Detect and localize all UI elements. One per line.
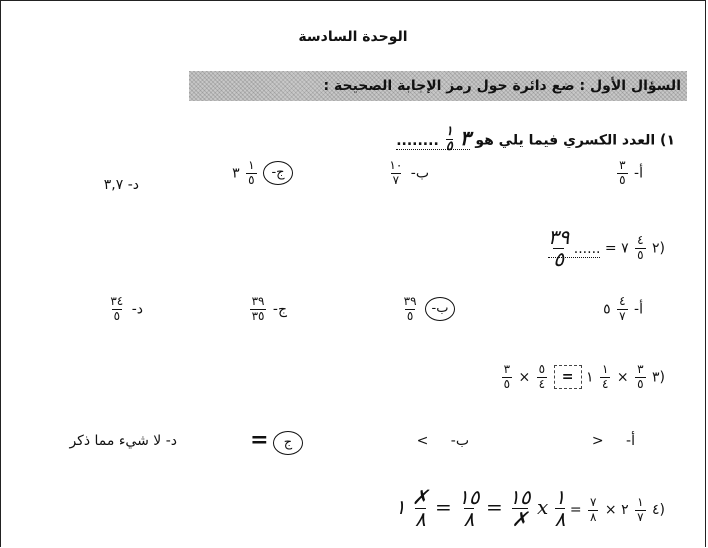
q1-c-fraction <box>246 159 256 188</box>
q2-a-label: أ- <box>634 301 643 318</box>
q2-c-fraction <box>250 295 267 324</box>
q1-b-den: ٧ <box>392 172 400 187</box>
q1-c-den: ٥ <box>248 172 255 187</box>
q3-b-label: ب- <box>450 433 469 449</box>
q3-left-a-num: ٣ <box>637 362 644 376</box>
q1-a-num: ٣ <box>619 158 626 172</box>
q3-left-a-den: ٥ <box>637 376 644 391</box>
q2-option-d[interactable] <box>106 295 143 324</box>
q3-right-a-num: ٥ <box>538 362 546 376</box>
q2-b-den: ٥ <box>406 308 414 323</box>
q1-option-a[interactable] <box>615 159 643 188</box>
q2-d-fraction <box>108 295 125 324</box>
q2-b-fraction <box>402 295 419 324</box>
q2-hw-den: ٥ <box>553 247 564 271</box>
q3-option-a[interactable] <box>592 433 635 449</box>
q4-b-den: ٨ <box>590 509 597 524</box>
q3-prompt <box>500 363 665 392</box>
q3-right-a <box>537 363 547 392</box>
q1-hw-num: ١ <box>445 124 453 139</box>
q2-num: ٤ <box>637 233 644 248</box>
q4-a-whole: ٢ <box>621 502 629 518</box>
q2-d-num: ٣٤ <box>110 294 124 308</box>
q1-c-answer-circle <box>263 161 293 185</box>
q4-work-f3-num: ١٥ <box>458 485 480 509</box>
q3-c-symbol: = <box>250 427 269 453</box>
q1-answer-blank <box>396 124 471 154</box>
q4-work-eq2: = <box>435 495 452 519</box>
q2-prompt <box>548 227 665 270</box>
q4-work-f1-num: ١ <box>554 485 566 509</box>
q4-work-eq1: = <box>486 495 503 519</box>
q2-den: ٥ <box>637 248 644 262</box>
q1-a-fraction <box>617 159 627 188</box>
q4-b-fraction <box>588 496 598 525</box>
q4-work-f1-den: ٨ <box>554 507 566 531</box>
q3-times-left: × <box>616 369 629 386</box>
q2-a-fraction <box>617 295 627 324</box>
q3-right-b <box>502 363 512 392</box>
q3-d-label: د- <box>165 433 177 449</box>
q4-handwritten-work <box>394 485 566 531</box>
q3-right-a-den: ٤ <box>538 376 546 391</box>
q3-left-b-whole: ١ <box>586 369 594 386</box>
q2-hw-num: ٣٩ <box>547 225 570 249</box>
q4-a-num: ١ <box>637 494 644 509</box>
q4-prompt <box>395 487 665 530</box>
q2-a-den: ٧ <box>619 308 626 323</box>
q1-option-b[interactable] <box>385 159 429 188</box>
q2-option-c[interactable] <box>248 295 287 324</box>
q3-c-answer-circle <box>273 431 303 455</box>
q2-d-label: د- <box>131 301 143 318</box>
q4-work-x: x <box>536 495 549 519</box>
q4-a-den: ٧ <box>637 509 644 524</box>
q4-a-fraction <box>635 496 645 525</box>
q2-dots: ...... <box>573 240 601 257</box>
q2-c-den: ٣٥ <box>251 308 265 323</box>
q4-work-f2 <box>509 487 530 530</box>
q2-option-a[interactable] <box>603 295 643 324</box>
q1-c-num: ١ <box>248 158 255 172</box>
q2-c-label: ج- <box>272 301 287 318</box>
q4-work-f2-num: ١٥ <box>509 485 531 509</box>
q4-work-f3-den: ٨ <box>463 507 475 531</box>
q3-left-b-num: ١ <box>602 362 609 376</box>
q1-b-fraction <box>387 159 404 188</box>
q1-d-value: ٣,٧ <box>103 177 124 193</box>
q1-prompt <box>396 125 675 153</box>
q3-right-b-num: ٣ <box>503 362 511 376</box>
q3-c-label: ج <box>283 435 293 450</box>
q3-option-d[interactable] <box>69 433 177 449</box>
q2-a-num: ٤ <box>619 294 626 308</box>
q2-number: (٢ <box>652 240 665 257</box>
q2-c-num: ٣٩ <box>251 294 265 308</box>
q1-a-label: أ- <box>634 165 643 182</box>
q1-b-num: ١٠ <box>389 158 403 172</box>
q4-number: (٤ <box>652 502 665 518</box>
q3-option-c[interactable] <box>250 427 303 455</box>
q3-left-a <box>635 363 645 392</box>
q1-c-whole: ٣ <box>232 165 240 182</box>
q3-left-b <box>600 363 610 392</box>
q1-a-den: ٥ <box>619 172 626 187</box>
q3-option-b[interactable] <box>417 433 469 449</box>
q2-b-answer-circle <box>425 297 455 321</box>
q2-b-label: ب- <box>431 301 449 317</box>
q2-a-whole: ٥ <box>603 301 611 318</box>
q4-work-f3 <box>458 487 479 530</box>
q1-d-label: د- <box>127 177 139 193</box>
q2-d-den: ٥ <box>113 308 121 323</box>
q1-option-c[interactable] <box>232 159 293 188</box>
q4-work-f1 <box>555 487 566 530</box>
q1-dots: ........ <box>396 132 439 149</box>
q3-number: (٣ <box>652 369 665 386</box>
q2-option-b[interactable] <box>400 295 455 324</box>
q4-work-result-den: ٨ <box>414 507 426 531</box>
q1-hw-den: ٥ <box>445 138 453 154</box>
q2-fraction <box>635 234 645 263</box>
q3-answer-box[interactable]: = <box>554 365 582 389</box>
q3-d-text: لا شيء مما ذكر <box>69 433 162 449</box>
q4-work-result-num: ✗ <box>411 485 429 509</box>
q3-left-b-den: ٤ <box>602 376 609 391</box>
q2-whole: ٧ <box>621 240 629 257</box>
q1-handwritten-answer <box>439 124 471 154</box>
question1-header: السؤال الأول : ضع دائرة حول رمز الإجابة الصحيحة : <box>189 71 687 101</box>
q2-b-num: ٣٩ <box>403 294 417 308</box>
q1-prompt-text: ١) العدد الكسري فيما يلي هو <box>475 132 675 149</box>
unit-title: الوحدة السادسة <box>298 29 408 45</box>
q4-equals: = <box>569 502 582 518</box>
q4-work-f2-den: ✗ <box>511 507 529 531</box>
q4-work-result-whole: ١ <box>394 495 406 519</box>
q1-hw-fraction <box>446 125 453 153</box>
q4-work-result <box>412 487 429 530</box>
q3-right-b-den: ٥ <box>503 376 511 391</box>
q2-equals: = <box>604 240 617 257</box>
q3-a-label: أ- <box>626 433 635 449</box>
q1-c-label: ج- <box>271 165 285 181</box>
q3-a-symbol: < <box>591 433 604 449</box>
q1-b-label: ب- <box>410 165 429 182</box>
q2-answer-blank <box>547 225 601 271</box>
q3-b-symbol: > <box>416 433 429 449</box>
q1-option-d[interactable] <box>104 177 139 193</box>
q1-hw-whole: ٣ <box>459 125 471 150</box>
q2-hw-fraction <box>548 227 569 270</box>
q3-times-right: × <box>518 369 531 386</box>
q4-b-num: ٧ <box>590 494 597 509</box>
q4-times: × <box>604 502 617 518</box>
